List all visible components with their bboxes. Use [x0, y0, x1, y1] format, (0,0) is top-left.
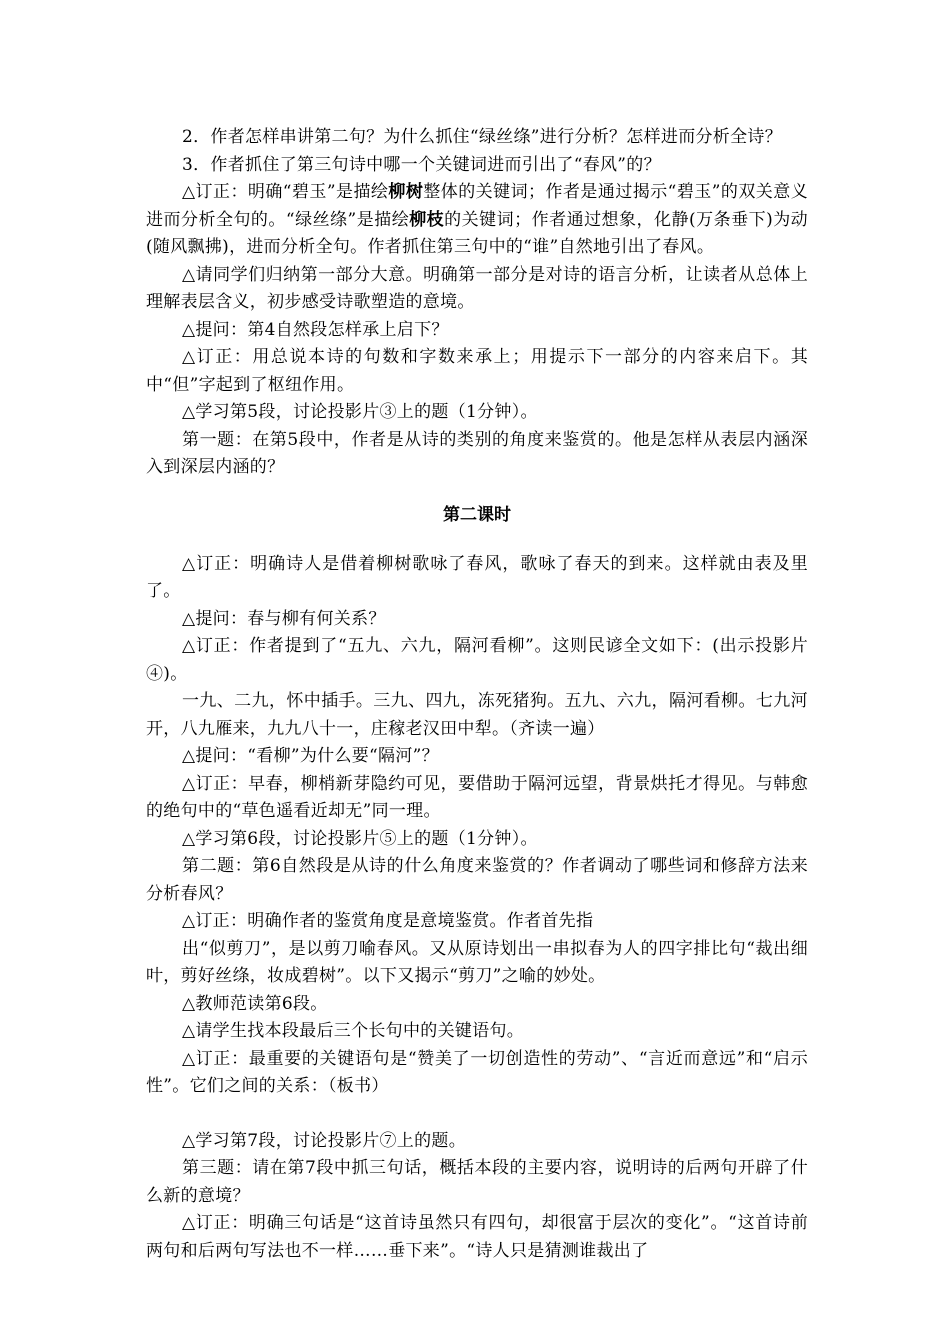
paragraph-task: △请学生找本段最后三个长句中的关键语句。: [182, 1021, 525, 1041]
paragraph-proverb: 一九、二九，怀中插手。三九、四九，冻死猪狗。五九、六九，隔河看柳。七九河开，八九雁来，九九八十一，庄稼老汉田中犁。（齐读一遍）: [146, 691, 808, 739]
paragraph-correction: △订正：最重要的关键语句是“赞美了一切创造性的劳动”、“言近而意远”和“启示性”。它们之间的关系：（板书）: [146, 1048, 808, 1096]
paragraph-study: △学习第5段，讨论投影片③上的题（1分钟）。: [182, 402, 538, 422]
paragraph-question: △提问：春与柳有何关系？: [182, 608, 386, 629]
paragraph-continuation: 出“似剪刀”，是以剪刀喻春风。又从原诗划出一串拟春为人的四字排比句“裁出细叶，剪好丝绦，妆成碧树”。以下又揭示“剪刀”之喻的妙处。: [146, 938, 808, 986]
text-segment: △订正：明确“碧玉”是描绘: [182, 182, 389, 202]
paragraph-correction-1: [146, 179, 808, 262]
paragraph-correction: △订正：明确诗人是借着柳树歌咏了春风，歌咏了春天的到来。这样就由表及里了。: [146, 553, 808, 601]
text-segment: 整体的关键词；作者是通过揭示“碧玉”的双关意义进而分析全句的。“绿丝绦”是描绘: [146, 182, 809, 230]
paragraph-reading: △教师范读第6段。: [182, 993, 328, 1014]
blackboard-gap: [146, 1101, 808, 1128]
paragraph-correction: △订正：作者提到了“五九、六九，隔河看柳”。这则民谚全文如下：(出示投影片④)。: [146, 636, 808, 684]
paragraph-study: △学习第7段，讨论投影片⑦上的题。: [182, 1130, 466, 1151]
bold-term-willow-tree: 柳树: [388, 182, 424, 202]
paragraph-summary: △请同学们归纳第一部分大意。明确第一部分是对诗的语言分析，让读者从总体上理解表层含义，初步感受诗歌塑造的意境。: [146, 264, 808, 312]
paragraph-correction: △订正：明确作者的鉴赏角度是意境鉴赏。作者首先指: [182, 911, 594, 931]
paragraph-question: △提问：第4自然段怎样承上启下？: [182, 319, 449, 340]
paragraph-question-three: 第三题：请在第7段中抓三句话，概括本段的主要内容，说明诗的后两句开辟了什么新的意境？: [146, 1158, 808, 1206]
paragraph-question-two: 第二题：第6自然段是从诗的什么角度来鉴赏的？作者调动了哪些词和修辞方法来分析春风？: [146, 856, 808, 904]
document-body: [146, 124, 808, 1265]
paragraph-question-one: 第一题：在第5段中，作者是从诗的类别的角度来鉴赏的。他是怎样从表层内涵深入到深层内涵的？: [146, 429, 808, 477]
section-heading: 第二课时: [443, 504, 511, 525]
paragraph-correction: △订正：用总说本诗的句数和字数来承上；用提示下一部分的内容来启下。其中“但”字起到了枢纽作用。: [146, 347, 808, 395]
text-segment: 的关键词；作者通过想象，化静(万条垂下)为动(随风飘拂)，进而分析全句。作者抓住第三句中的“谁”自然地引出了春风。: [146, 209, 808, 257]
paragraph-correction: △订正：明确三句话是“这首诗虽然只有四句，却很富于层次的变化”。“这首诗前两句和后两句写法也不一样……垂下来”。“诗人只是猜测谁裁出了: [146, 1213, 808, 1261]
paragraph-question-2: 2．作者怎样串讲第二句？为什么抓住“绿丝绦”进行分析？怎样进而分析全诗？: [182, 127, 782, 147]
paragraph-study: △学习第6段，讨论投影片⑤上的题（1分钟）。: [182, 828, 538, 849]
paragraph-question-3: 3．作者抓住了第三句诗中哪一个关键词进而引出了“春风”的？: [182, 154, 661, 175]
bold-term-willow-branch: 柳枝: [409, 209, 445, 230]
paragraph-question: △提问：“看柳”为什么要“隔河”？: [182, 746, 439, 766]
paragraph-correction: △订正：早春，柳梢新芽隐约可见，要借助于隔河远望，背景烘托才得见。与韩愈的绝句中的“草色遥看近却无”同一理。: [146, 773, 808, 821]
